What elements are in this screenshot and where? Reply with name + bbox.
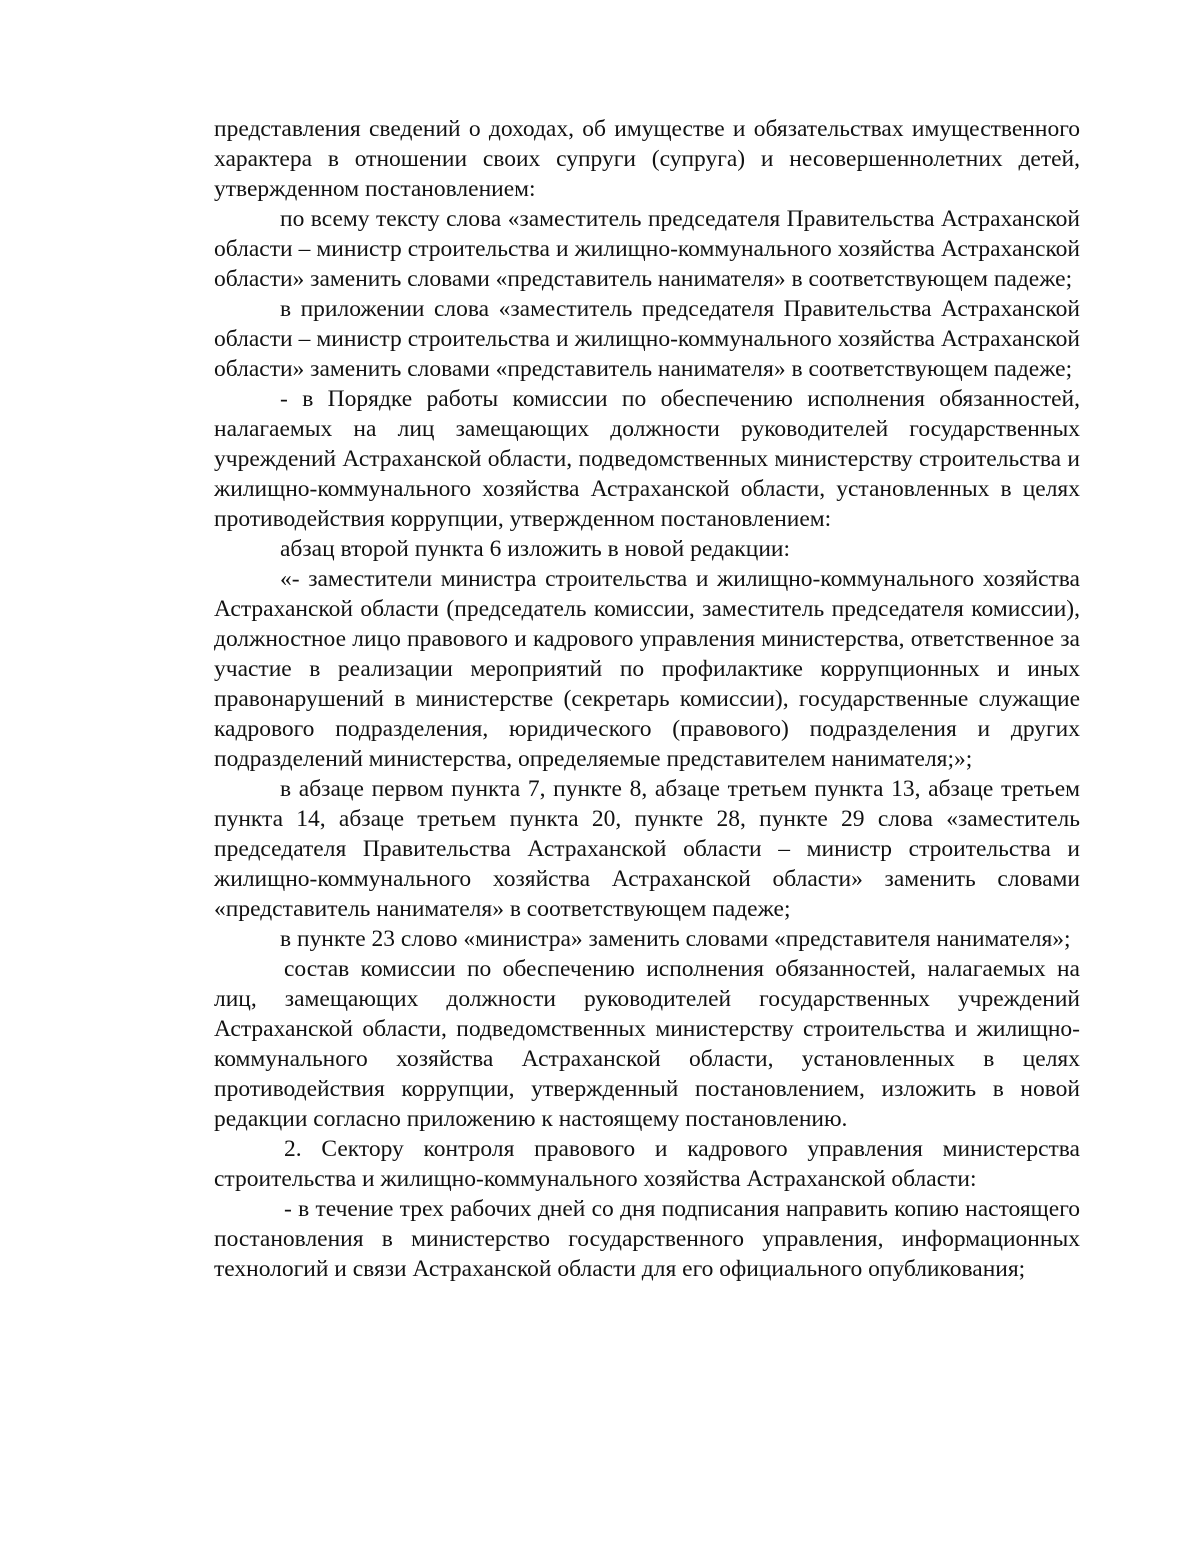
paragraph-1: представления сведений о доходах, об имуществе и обязательствах имущественного характера в отношении своих супруги (супруга) и несовершеннолетних детей, утвержденном постановлением: bbox=[214, 116, 1080, 202]
paragraph-8: в пункте 23 слово «министра» заменить словами «представителя нанимателя»; bbox=[280, 926, 1071, 952]
paragraph-10: 2. Сектору контроля правового и кадрового управления министерства строительства и жилищно-коммунального хозяйства Астраханской области: bbox=[214, 1136, 1080, 1192]
paragraph-4: - в Порядке работы комиссии по обеспечению исполнения обязанностей, налагаемых на лиц замещающих должности руководителей государственных учреждений Астраханской области, подведомственных министерству строительства и жилищно-коммунального хозяйства Астраханской области, установленных в целях противодействия коррупции, утвержденном постановлением: bbox=[214, 386, 1080, 532]
paragraph-6: «- заместители министра строительства и жилищно-коммунального хозяйства Астраханской области (председатель комиссии, заместитель председателя комиссии), должностное лицо правового и кадрового управления министерства, ответственное за участие в реализации мероприятий по профилактике коррупционных и иных правонарушений в министерстве (секретарь комиссии), государственные служащие кадрового подразделения, юридического (правового) подразделения и других подразделений министерства, определяемые представителем нанимателя;»; bbox=[214, 566, 1080, 772]
document-body bbox=[214, 114, 1080, 1284]
paragraph-7: в абзаце первом пункта 7, пункте 8, абзаце третьем пункта 13, абзаце третьем пункта 14, абзаце третьем пункта 20, пункте 28, пункте 29 слова «заместитель председателя Правительства Астраханской области – министр строительства и жилищно-коммунального хозяйства Астраханской области» заменить словами «представитель нанимателя» в соответствующем падеже; bbox=[214, 776, 1080, 922]
paragraph-9: состав комиссии по обеспечению исполнения обязанностей, налагаемых на лиц, замещающих должности руководителей государственных учреждений Астраханской области, подведомственных министерству строительства и жилищно-коммунального хозяйства Астраханской области, установленных в целях противодействия коррупции, утвержденный постановлением, изложить в новой редакции согласно приложению к настоящему постановлению. bbox=[214, 956, 1080, 1132]
paragraph-5: абзац второй пункта 6 изложить в новой редакции: bbox=[280, 536, 791, 562]
paragraph-2: по всему тексту слова «заместитель председателя Правительства Астраханской области – министр строительства и жилищно-коммунального хозяйства Астраханской области» заменить словами «представитель нанимателя» в соответствующем падеже; bbox=[214, 206, 1080, 292]
paragraph-11: - в течение трех рабочих дней со дня подписания направить копию настоящего постановления в министерство государственного управления, информационных технологий и связи Астраханской области для его официального опубликования; bbox=[214, 1196, 1080, 1282]
paragraph-3: в приложении слова «заместитель председателя Правительства Астраханской области – министр строительства и жилищно-коммунального хозяйства Астраханской области» заменить словами «представитель нанимателя» в соответствующем падеже; bbox=[214, 296, 1080, 382]
